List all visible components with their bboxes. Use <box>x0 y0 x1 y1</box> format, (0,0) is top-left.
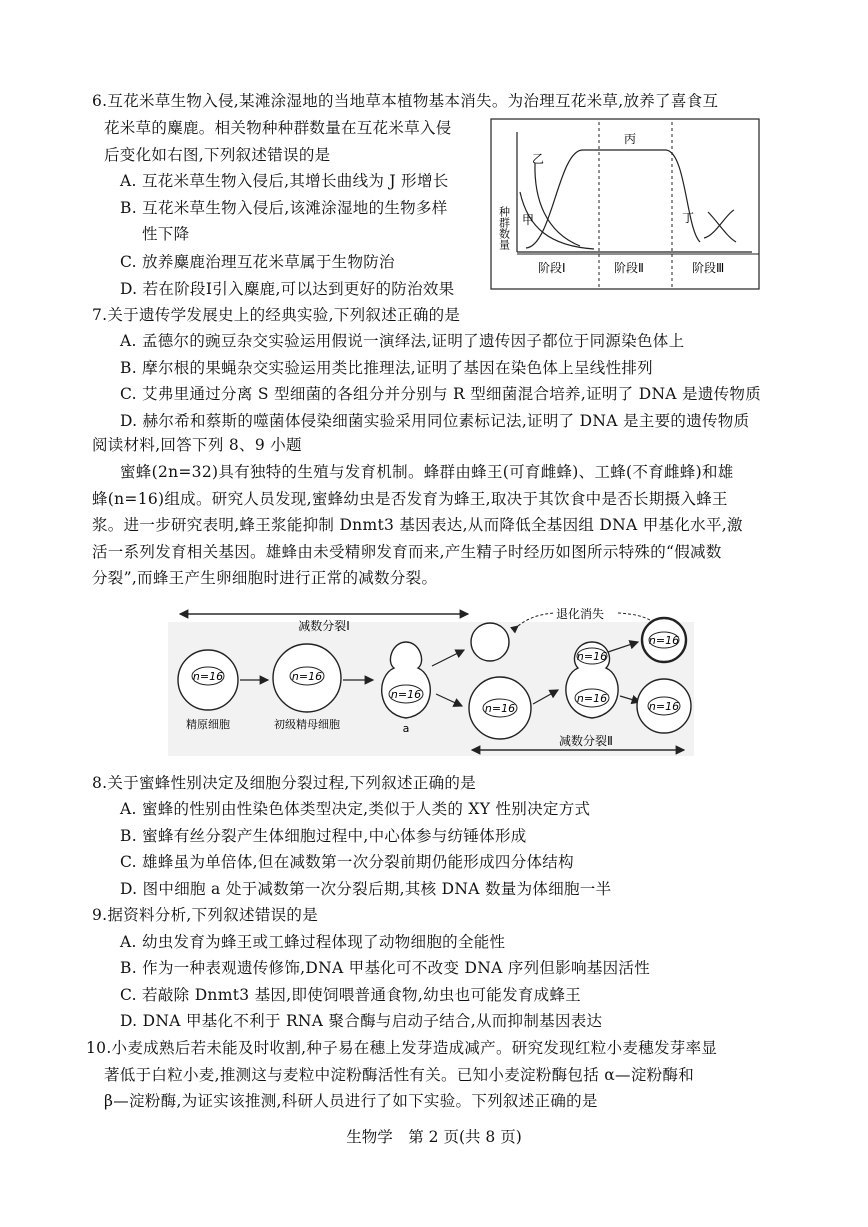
n-label: n=16 <box>192 670 224 683</box>
degenerating-cell <box>471 623 509 661</box>
reading-p2: 蜂(n=16)组成。研究人员发现,蜜蜂幼虫是否发育为蜂王,取决于其饮食中是否长期摄入蜂王 <box>92 490 728 508</box>
q9-option-b: B. 作为一种表观遗传修饰,DNA 甲基化可不改变 DNA 序列但影响基因活性 <box>120 959 651 977</box>
n-label: n=16 <box>648 634 680 647</box>
spermatogonium-label: 精原细胞 <box>186 718 230 731</box>
q9-option-a: A. 幼虫发育为蜂王或工蜂过程体现了动物细胞的全能性 <box>120 933 506 951</box>
q6-option-c: C. 放养麋鹿治理互花米草属于生物防治 <box>120 253 395 271</box>
q10-stem-line2: 著低于白粒小麦,推测这与麦粒中淀粉酶活性有关。已知小麦淀粉酶包括 α—淀粉酶和 <box>104 1066 695 1084</box>
q7-option-b: B. 摩尔根的果蝇杂交实验运用类比推理法,证明了基因在染色体上呈线性排列 <box>120 359 653 377</box>
q7-stem: 7.关于遗传学发展史上的经典实验,下列叙述正确的是 <box>92 306 461 324</box>
n-label: n=16 <box>648 700 680 713</box>
reading-p5: 分裂”,而蜂王产生卵细胞时进行正常的减数分裂。 <box>92 569 438 587</box>
curve-bing <box>526 150 700 248</box>
q9-option-d: D. DNA 甲基化不利于 RNA 聚合酶与启动子结合,从而抑制基因表达 <box>120 1012 603 1030</box>
q6-stem-line1: 6.互花米草生物入侵,某滩涂湿地的当地草本植物基本消失。为治理互花米草,放养了喜食互 <box>92 92 719 110</box>
label-yi: 乙 <box>532 152 545 166</box>
q8-option-a: A. 蜜蜂的性别由性染色体类型决定,类似于人类的 XY 性别决定方式 <box>120 800 591 818</box>
label-bing: 丙 <box>624 132 637 146</box>
q10-stem-line1: 10.小麦成熟后若未能及时收割,种子易在穗上发芽造成减产。研究发现红粒小麦穗发芽率显 <box>86 1039 718 1057</box>
q10-stem-line3: β—淀粉酶,为证实该推测,科研人员进行了如下实验。下列叙述正确的是 <box>104 1092 598 1110</box>
meiosis2-label: 减数分裂Ⅱ <box>559 734 613 748</box>
reading-p3: 浆。进一步研究表明,蜂王浆能抑制 Dnmt3 基因表达,从而降低全基因组 DNA 甲基化水平,激 <box>92 516 743 534</box>
pseudo-meiosis-figure <box>168 604 694 760</box>
q7-option-c: C. 艾弗里通过分离 S 型细菌的各组分并分别与 R 型细菌混合培养,证明了 DNA 是遗传物质 <box>120 385 762 403</box>
stage-3-label: 阶段Ⅲ <box>692 261 725 275</box>
stage-1-label: 阶段Ⅰ <box>538 261 566 275</box>
population-chart <box>490 118 760 290</box>
reading-p4: 活一系列发育相关基因。雄蜂由未受精卵发育而来,产生精子时经历如图所示特殊的“假减数 <box>92 543 722 561</box>
n-label: n=16 <box>291 670 323 683</box>
stage-2-label: 阶段Ⅱ <box>614 261 644 275</box>
reading-intro: 阅读材料,回答下列 8、9 小题 <box>92 436 302 454</box>
page-footer: 生物学 第 2 页(共 8 页) <box>346 1128 522 1146</box>
label-jia: 甲 <box>522 213 535 227</box>
n-label: n=16 <box>390 688 422 701</box>
q7-option-d: D. 赫尔希和蔡斯的噬菌体侵染细菌实验采用同位素标记法,证明了 DNA 是主要的遗传物质 <box>120 412 750 430</box>
q6-option-d: D. 若在阶段Ⅰ引入麋鹿,可以达到更好的防治效果 <box>120 280 455 298</box>
primary-spermatocyte-label: 初级精母细胞 <box>274 718 340 731</box>
q6-option-b-line2: 性下降 <box>142 225 190 243</box>
q6-option-b-line1: B. 互花米草生物入侵后,该滩涂湿地的生物多样 <box>120 199 448 217</box>
label-ding: 丁 <box>682 211 695 225</box>
q6-stem-line3: 后变化如右图,下列叙述错误的是 <box>104 146 331 164</box>
q8-option-c: C. 雄蜂虽为单倍体,但在减数第一次分裂前期仍能形成四分体结构 <box>120 853 574 871</box>
q9-stem: 9.据资料分析,下列叙述错误的是 <box>92 906 319 924</box>
q9-option-c: C. 若敲除 Dnmt3 基因,即使饲喂普通食物,幼虫也可能发育成蜂王 <box>120 986 582 1004</box>
meiosis1-label: 减数分裂Ⅰ <box>298 619 350 633</box>
cell-a-label: a <box>402 722 410 735</box>
q8-option-b: B. 蜜蜂有丝分裂产生体细胞过程中,中心体参与纺锤体形成 <box>120 827 527 845</box>
y-axis-label: 种群数量 <box>497 206 511 250</box>
q6-option-a: A. 互花米草生物入侵后,其增长曲线为 J 形增长 <box>120 172 449 190</box>
n-label: n=16 <box>484 702 516 715</box>
q7-option-a: A. 孟德尔的豌豆杂交实验运用假说一演绎法,证明了遗传因子都位于同源染色体上 <box>120 332 685 350</box>
curve-ding-2 <box>708 212 736 242</box>
n-label: n=16 <box>576 650 608 663</box>
degenerate-label: 退化消失 <box>556 607 605 621</box>
q6-stem-line2: 花米草的麋鹿。相关物种种群数量在互花米草入侵 <box>104 119 452 137</box>
n-label: n=16 <box>576 692 608 705</box>
q8-stem: 8.关于蜜蜂性别决定及细胞分裂过程,下列叙述正确的是 <box>92 774 477 792</box>
reading-p1: 蜜蜂(2n=32)具有独特的生殖与发育机制。蜂群由蜂王(可育雌蜂)、工蜂(不育雌蜂)和雄 <box>120 463 734 481</box>
q8-option-d: D. 图中细胞 a 处于减数第一次分裂后期,其核 DNA 数量为体细胞一半 <box>120 880 612 898</box>
